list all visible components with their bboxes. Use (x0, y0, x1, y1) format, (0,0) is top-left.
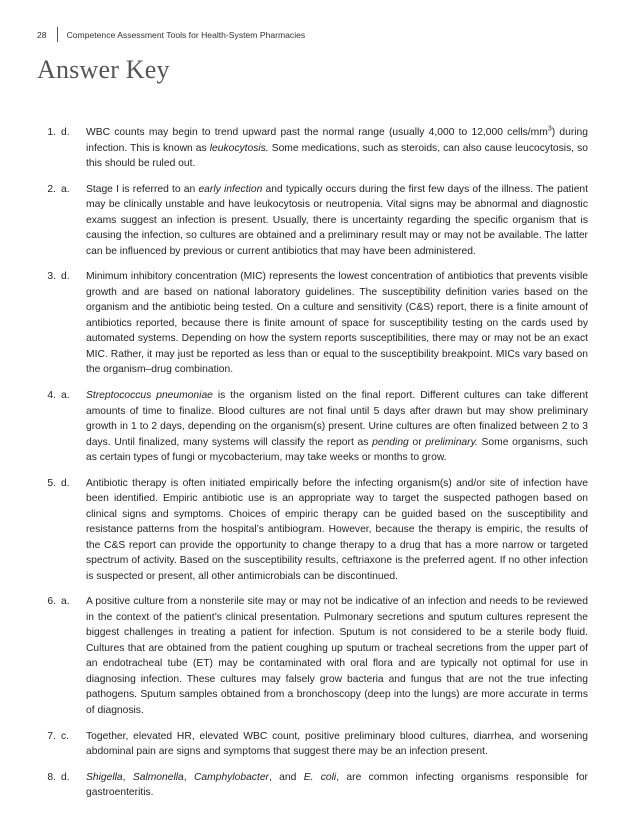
text-run: is the organism listed on the final report. Different cultures can take different amounts of time to finalize. Blood cultures are not final until 5 days after drawn but may show preliminary growth in 1 to 2 days, depending on the organism(s) present. Urine cultures are often finalized between 2 to 3 days. Until finalized, many systems will classify the report as (86, 390, 588, 448)
answer-item (36, 594, 588, 718)
answer-explanation (86, 594, 588, 718)
answer-letter: d. (61, 771, 70, 783)
text-run: Minimum inhibitory concentration (MIC) represents the lowest concentration of antibiotics that prevents visible growth and are based on national laboratory guidelines. The susceptibility definition varies based on the organism and the antibiotic being tested. On a culture and sensitivity (C&S) report, there is a finite amount of antibiotics reported, because there is finite amount of space for susceptibility testing on the cards used by automated systems. Depending on how the system reports susceptibilities, there may or may not be an exact MIC. Rather, it may just be reported as less than or equal to the susceptibility breakpoint. MICs vary based on the organism–drug combination. (86, 271, 588, 376)
text-run: , are common infecting organisms responsible for gastroenteritis. (86, 771, 588, 799)
answer-item (36, 388, 588, 466)
text-run: , and (268, 771, 304, 783)
italic-term: E. coli (303, 771, 337, 783)
answer-explanation (86, 729, 588, 760)
header-divider (57, 27, 58, 42)
answer-letter: a. (61, 183, 70, 195)
text-run: or (408, 436, 426, 448)
answer-item (36, 182, 588, 260)
text-run: Antibiotic therapy is often initiated empirically before the infecting organism(s) and/or site of infection have been identified. Empiric antibiotic use is an appropriate way to target the suspected pathogen based on clinical signs and symptoms. Choices of empiric therapy can be guided based on the susceptibility and resistance patterns from the hospital’s antibiogram. However, because the therapy is empiric, the results of the C&S report can provide the opportunity to change therapy to a drug that has a more narrow or targeted spectrum of activity. Based on the susceptibility results, ceftriaxone is the preferred agent. If no other infection is suspected or present, all other antimicrobials can be discontinued. (86, 477, 588, 582)
page-number: 28 (37, 29, 47, 40)
superscript: 3 (547, 125, 552, 133)
text-run: Some organisms, such as certain types of fungi or mycobacterium, may take weeks or months to grow. (86, 436, 588, 464)
italic-term: preliminary. (425, 436, 478, 448)
answer-item (36, 269, 588, 378)
answer-number: 2. (47, 183, 56, 195)
answer-number: 3. (47, 271, 56, 283)
text-run: Some medications, such as steroids, can also cause leucocytosis, so this should be ruled out. (86, 142, 589, 169)
text-run: , (183, 771, 194, 783)
italic-term: early infection (198, 183, 263, 195)
text-run: and typically occurs during the first few days of the illness. The patient may be clinically unstable and have leukocytosis or neutropenia. Vital signs may be abnormal and diagnostic exams suggest an infection is present. Usually, there is uncertainty regarding the specific organism that is causing the infection, so cultures are obtained and a preliminary result may or may not be available. The latter can be influenced by previous or current antibiotics that may have been administered. (86, 183, 589, 257)
answer-explanation (86, 476, 588, 585)
page-title: Answer Key (37, 55, 170, 84)
answer-number: 4. (47, 390, 56, 402)
answer-number: 7. (47, 730, 56, 742)
answer-number: 5. (47, 477, 56, 489)
answer-explanation (86, 182, 588, 260)
answer-letter: d. (61, 127, 70, 138)
italic-term: pending (372, 436, 409, 448)
answer-item (36, 125, 588, 172)
answer-letter: d. (61, 477, 70, 489)
answer-list (36, 125, 588, 811)
answer-number: 6. (47, 596, 56, 608)
text-run: , (122, 771, 133, 783)
answer-letter: a. (61, 596, 70, 608)
italic-term: Salmonella (132, 771, 184, 783)
answer-item (36, 476, 588, 585)
italic-term: Streptococcus pneumoniae (86, 390, 213, 402)
text-run: Together, elevated HR, elevated WBC count, positive preliminary blood cultures, diarrhea, and worsening abdominal pain are signs and symptoms that suggest there may be an infection present. (86, 730, 588, 758)
running-header (37, 27, 305, 42)
running-title: Competence Assessment Tools for Health-System Pharmacies (66, 29, 306, 40)
answer-explanation (86, 269, 588, 378)
answer-explanation (86, 388, 588, 466)
answer-letter: c. (61, 730, 70, 742)
answer-explanation (86, 125, 588, 172)
italic-term: leukocytosis. (209, 142, 269, 154)
answer-letter: a. (61, 390, 70, 402)
answer-letter: d. (61, 271, 70, 283)
answer-number: 8. (47, 771, 56, 783)
text-run: WBC counts may begin to trend upward past the normal range (usually 4,000 to 12,000 cells/mm (86, 127, 548, 138)
text-run: ) during infection. This is known as (86, 127, 588, 154)
answer-explanation (86, 770, 588, 801)
answer-number: 1. (47, 127, 56, 138)
text-run: Stage I is referred to an (86, 183, 199, 195)
answer-item (36, 770, 588, 801)
answer-item (36, 729, 588, 760)
text-run: A positive culture from a nonsterile site may or may not be indicative of an infection and needs to be reviewed in the context of the patient’s clinical presentation. Pulmonary secretions and sputum cultures represent the biggest challenges in treating a patient for infection. Sputum is not considered to be a sterile body fluid. Cultures that are obtained from the patient coughing up sputum or tracheal secretions from the upper part of an endotracheal tube (ET) may be contaminated with oral flora and are typically not optimal for use in diagnosing infection. These cultures may falsely grow bacteria and fungus that are not the true infecting pathogens. Sputum samples obtained from a bronchoscopy (deep into the lungs) are more accurate in terms of diagnosis. (86, 596, 588, 716)
italic-term: Camphylobacter (194, 771, 269, 783)
italic-term: Shigella (86, 771, 123, 783)
